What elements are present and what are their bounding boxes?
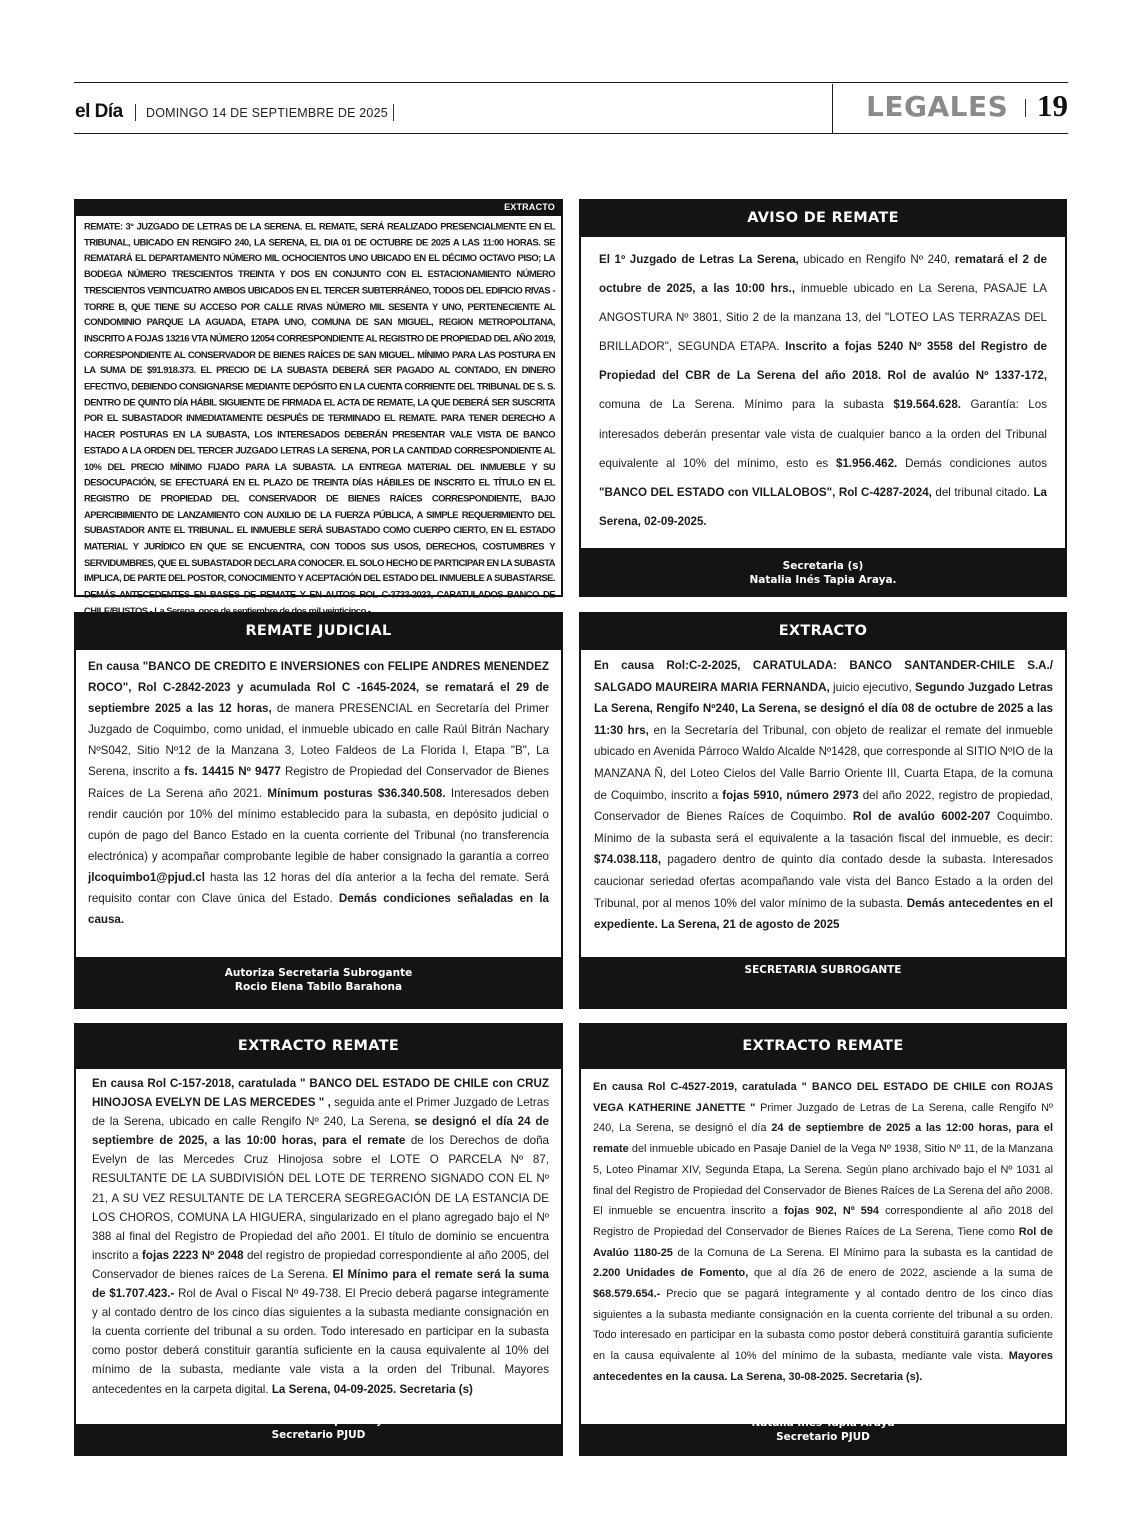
header-section-divider <box>832 84 833 134</box>
notice-body <box>76 216 561 601</box>
notice-text: En causa Rol:C-2-2025, CARATULADA: BANCO SANTANDER-CHILE S.A./ SALGADO MAUREIRA MARIA FERNANDA, juicio ejecutivo, Segundo Juzgado Letras La Serena, Rengifo Nº240, La Serena, se designó el día 08 de octubre de 2025 a las 11:30 hrs, en la Secretaría del Tribunal, con objeto de realizar el remate del inmueble ubicado en Avenida Párroco Waldo Alcalde Nº1428, que corresponde al SITIO NºIO de la MANZANA Ñ, del Loteo Cielos del Valle Barrio Oriente III, Cuarta Etapa, de la comuna de Coquimbo, inscrito a fojas 5910, número 2973 del año 2022, registro de propiedad, Conservador de Bienes Raíces de Coquimbo. Rol de avalúo 6002-207 Coquimbo. Mínimo de la subasta será el equivalente a la tasación fiscal del inmueble, es decir: $74.038.118, pagadero dentro de quinto día contado desde la subasta. Interesados caucionar seriedad ofertas acompañando vale vista del Banco Estado a la orden del Tribunal, por al menos 10% del valor mínimo de la subasta. Demás antecedentes en el expediente. La Serena, 21 de agosto de 2025 <box>594 659 1054 932</box>
notice-signature <box>579 1416 1067 1444</box>
legal-notice-extracto-caps <box>74 199 563 601</box>
notice-signature <box>579 963 1067 977</box>
notice-body <box>581 1069 1065 1424</box>
signature-role: Autoriza Secretaria Subrogante <box>224 967 413 979</box>
newspaper-logo: el Día <box>75 101 123 122</box>
header-bottom-rule <box>74 133 1068 134</box>
notice-title: EXTRACTO REMATE <box>742 1038 904 1054</box>
header-divider <box>393 104 394 121</box>
notice-body <box>76 1069 561 1424</box>
section-title: LEGALES <box>866 90 1009 123</box>
notice-title: EXTRACTO REMATE <box>237 1038 400 1054</box>
notice-text: En causa "BANCO DE CREDITO E INVERSIONES con FELIPE ANDRES MENENDEZ ROCO", Rol C-2842-2023 y acumulada Rol C -1645-2024, se rematará el 29 de septiembre 2025 a las 12 horas, de manera PRESENCIAL en Secretaría del Primer Juzgado de Coquimbo, como unidad, el inmueble ubicado en calle Raúl Bitrán Nachary NºS042, Sitio Nº12 de la Manzana 3, Loteo Faldeos de La Florida I, Etapa "B", La Serena, inscrito a fs. 14415 Nº 9477 Registro de Propiedad del Conservador de Bienes Raíces de La Serena año 2021. Mínimum posturas $36.340.508. Interesados deben rendir caución por 10% del mínimo establecido para la subasta, en depósito judicial o cupón de pago del Banco Estado en la cuenta corriente del Tribunal (no transferencia electrónica) y acompañar comprobante legible de haber consignado la garantía a correo jlcoquimbo1@pjud.cl hasta las 12 horas del día anterior a la fecha del remate. Será requisito contar con Clave única del Estado. Demás condiciones señaladas en la causa. <box>88 660 549 927</box>
notice-title: EXTRACTO <box>778 623 868 639</box>
signature-name: Natalia Inés Tapia Araya <box>751 1417 895 1429</box>
signature-role: SECRETARIA SUBROGANTE <box>744 964 902 976</box>
notice-signature <box>579 559 1067 587</box>
header-top-rule <box>74 82 1068 83</box>
notice-title: REMATE JUDICIAL <box>245 623 392 639</box>
page-number: 19 <box>1037 88 1068 123</box>
legal-notice-extracto <box>579 612 1067 1009</box>
notice-tag: EXTRACTO <box>504 202 555 212</box>
notice-signature <box>74 1414 563 1442</box>
notice-body <box>581 237 1065 548</box>
notice-text: En causa Rol C-4527-2019, caratulada " BANCO DEL ESTADO DE CHILE con ROJAS VEGA KATHERINE JANETTE " Primer Juzgado de Letras de La Serena, calle Rengifo Nº 240, La Serena, se designó el día 24 de septiembre de 2025 a las 12:00 horas, para el remate del inmueble ubicado en Pasaje Daniel de la Vega Nº 1938, Sitio Nº 11, de la Manzana 5, Loteo Pinamar XIV, Segunda Etapa, La Serena. Según plano archivado bajo el Nº 1031 al final del Registro de Propiedad del Conservador de Bienes Raíces de La Serena del año 2008. El inmueble se encuentra inscrito a fojas 902, Nº 594 correspondiente al año 2018 del Registro de Propiedad del Conservador de Bienes Raíces de La Serena, Tiene como Rol de Avalúo 1180-25 de la Comuna de La Serena. El Mínimo para la subasta es la cantidad de 2.200 Unidades de Fomento, que al día 26 de enero de 2022, asciende a la suma de $68.579.654.- Precio que se pagará íntegramente y al contado dentro de los cinco días siguientes a la subasta mediante consignación en la cuenta corriente del tribunal a su orden. Todo interesado en participar en la subasta como postor deberá constituirá garantía suficiente en la causa equivalente al 10% del mínimo de la subasta, mediante vale vista. Mayores antecedentes en la causa. La Serena, 30-08-2025. Secretaria (s). <box>593 1081 1054 1383</box>
signature-name: Natalia Inés Tapia Araya. <box>749 574 897 586</box>
notice-body <box>581 650 1065 957</box>
header-divider <box>1025 99 1026 117</box>
legal-notice-extracto-remate-cruz <box>74 1023 563 1456</box>
notice-body <box>76 650 561 957</box>
legal-notice-extracto-remate-rojas <box>579 1023 1067 1456</box>
notice-signature <box>74 966 563 994</box>
signature-name: Natalia Inés Tapia Araya <box>246 1415 391 1427</box>
signature-role: Secretario PJUD <box>776 1431 870 1443</box>
legal-notice-aviso-remate <box>579 199 1067 597</box>
header-divider <box>135 104 136 121</box>
signature-name: Rocio Elena Tabilo Barahona <box>234 981 403 993</box>
notice-text: El 1º Juzgado de Letras La Serena, ubicado en Rengifo Nº 240, rematará el 2 de octubre de 2025, a las 10:00 hrs., inmueble ubicado en La Serena, PASAJE LA ANGOSTURA Nº 3801, Sitio 2 de la manzana 13, del "LOTEO LAS TERRAZAS DEL BRILLADOR", SEGUNDA ETAPA. Inscrito a fojas 5240 Nº 3558 del Registro de Propiedad del CBR de La Serena del año 2018. Rol de avalúo Nº 1337-172, comuna de La Serena. Mínimo para la subasta $19.564.628. Garantía: Los interesados deberán presentar vale vista de cualquier banco a la orden del Tribunal equivalente al 10% del mínimo, esto es $1.956.462. Demás condiciones autos "BANCO DEL ESTADO con VILLALOBOS", Rol C-4287-2024, del tribunal citado. La Serena, 02-09-2025. <box>599 253 1047 528</box>
legal-notice-remate-judicial <box>74 612 563 1009</box>
signature-role: Secretaria (s) <box>782 560 864 572</box>
signature-role: Secretario PJUD <box>271 1429 366 1441</box>
publication-date: DOMINGO 14 DE SEPTIEMBRE DE 2025 <box>146 106 388 120</box>
notice-text: REMATE: 3° JUZGADO DE LETRAS DE LA SERENA. EL REMATE, SERÁ REALIZADO PRESENCIALMENTE EN EL TRIBUNAL, UBICADO EN RENGIFO 240, LA SERENA, EL DIA 01 DE OCTUBRE DE 2025 A LAS 11:00 HORAS. SE REMATARÁ EL DEPARTAMENTO NÚMERO MIL OCHOCIENTOS UNO UBICADO EN EL DÉCIMO OCTAVO PISO; LA BODEGA NÚMERO TRESCIENTOS TREINTA Y DOS EN CONJUNTO CON EL ESTACIONAMIENTO NÚMERO TRESCIENTOS VEINTICUATRO AMBOS UBICADOS EN EL TERCER SUBTERRÁNEO, TODOS DEL EDIFICIO RIVAS - TORRE B, QUE TIENE SU ACCESO POR CALLE RIVAS NÚMERO MIL SESENTA Y UNO, PERTENECIENTE AL CONDOMINIO PARQUE LA AGUADA, ETAPA UNO, COMUNA DE SAN MIGUEL, REGION METROPOLITANA, INSCRITO A FOJAS 13216 VTA NÚMERO 12054 CORRESPONDIENTE AL REGISTRO DE PROPIEDAD DEL AÑO 2019, CORRESPONDIENTE AL CONSERVADOR DE BIENES RAÍCES DE SAN MIGUEL. MÍNIMO PARA LAS POSTURA EN LA SUMA DE $91.918.373. EL PRECIO DE LA SUBASTA DEBERÁ SER PAGADO AL CONTADO, EN DINERO EFECTIVO, DEBIENDO CONSIGNARSE MEDIANTE DEPÓSITO EN LA CUENTA CORRIENTE DEL TRIBUNAL DE S. S. DENTRO DE QUINTO DÍA HÁBIL SIGUIENTE DE FIRMADA EL ACTA DE REMATE, LA QUE DEBERÁ SER SUSCRITA POR EL SUBASTADOR INMEDIATAMENTE DESPUÉS DE TERMINADO EL REMATE. PARA TENER DERECHO A HACER POSTURAS EN LA SUBASTA, LOS INTERESADOS DEBERÁN PRESENTAR VALE VISTA DE BANCO ESTADO A LA ORDEN DEL TERCER JUZGADO LETRAS LA SERENA, POR LA CANTIDAD CORRESPONDIENTE AL 10% DEL PRECIO MÍNIMO FIJADO PARA LA SUBASTA. LA ENTREGA MATERIAL DEL INMUEBLE Y SU DESOCUPACIÓN, SE EFECTUARÁ EN EL PLAZO DE TREINTA DÍAS HÁBILES DE INSCRITO EL TÍTULO EN EL REGISTRO DE PROPIEDAD DEL CONSERVADOR DE BIENES RAÍCES CORRESPONDIENTE, BAJO APERCIBIMIENTO DE LANZAMIENTO CON AUXILIO DE LA FUERZA PÚBLICA, A SIMPLE REQUERIMIENTO DEL SUBASTADOR ANTE EL TRIBUNAL. EL INMUEBLE SERÁ SUBASTADO COMO CUERPO CIERTO, EN EL ESTADO MATERIAL Y JURÍDICO EN QUE SE ENCUENTRA, CON TODOS SUS USOS, DERECHOS, COSTUMBRES Y SERVIDUMBRES, QUE EL SUBASTADOR DECLARA CONOCER. EL SOLO HECHO DE PARTICIPAR EN LA SUBASTA IMPLICA, DE PARTE DEL POSTOR, CONOCIMIENTO Y ACEPTACIÓN DEL ESTADO DEL INMUEBLE A SUBASTARSE. DEMÁS ANTECEDENTES EN BASES DE REMATE Y EN AUTOS ROL C-3733-2023, CARATULADOS BANCO DE <box>84 221 555 601</box>
notice-text: En causa Rol C-157-2018, caratulada " BANCO DEL ESTADO DE CHILE con CRUZ HINOJOSA EVELYN DE LAS MERCEDES " , seguida ante el Primer Juzgado de Letras de la Serena, ubicado en calle Rengifo Nº 240, La Serena, se designó el día 24 de septiembre de 2025, a las 10:00 horas, para el remate de los Derechos de doña Evelyn de las Mercedes Cruz Hinojosa sobre el LOTE O PARCELA Nº 87, RESULTANTE DE LA SUBDIVISIÓN DEL LOTE DE TERRENO SIGNADO CON EL Nº 21, A SU VEZ RESULTANTE DE LA TERCERA SEGREGACIÓN DE LA ESTANCIA DE LOS CHOROS, COMUNA LA HIGUERA, singularizado en el plano agregado bajo el Nº 388 al final del Registro de Propiedad del año 2001. El título de dominio se encuentra inscrito a fojas 2223 Nº 2048 del registro de propiedad correspondiente al año 2005, del Conservador de bienes raíces de La Serena. El Mínimo para el remate será la suma de $1.707.423.- Rol de Aval o Fiscal Nº 49-738. El Precio deberá pagarse integramente y al contado dentro de los cinco días siguientes a la subasta mediante consignación en la cuenta corriente del tribunal a su orden. Todo interesado en participar en la subasta como postor deberá constituir garantía suficiente en la causa equivalente al 10% del mínimo de la subasta, mediante vale vista a la orden del Tribunal. Mayores antecedentes en la carpeta digital. La Serena, 04-09-2025. Secretaria (s) <box>92 1077 549 1396</box>
notice-title: AVISO DE REMATE <box>747 210 899 226</box>
